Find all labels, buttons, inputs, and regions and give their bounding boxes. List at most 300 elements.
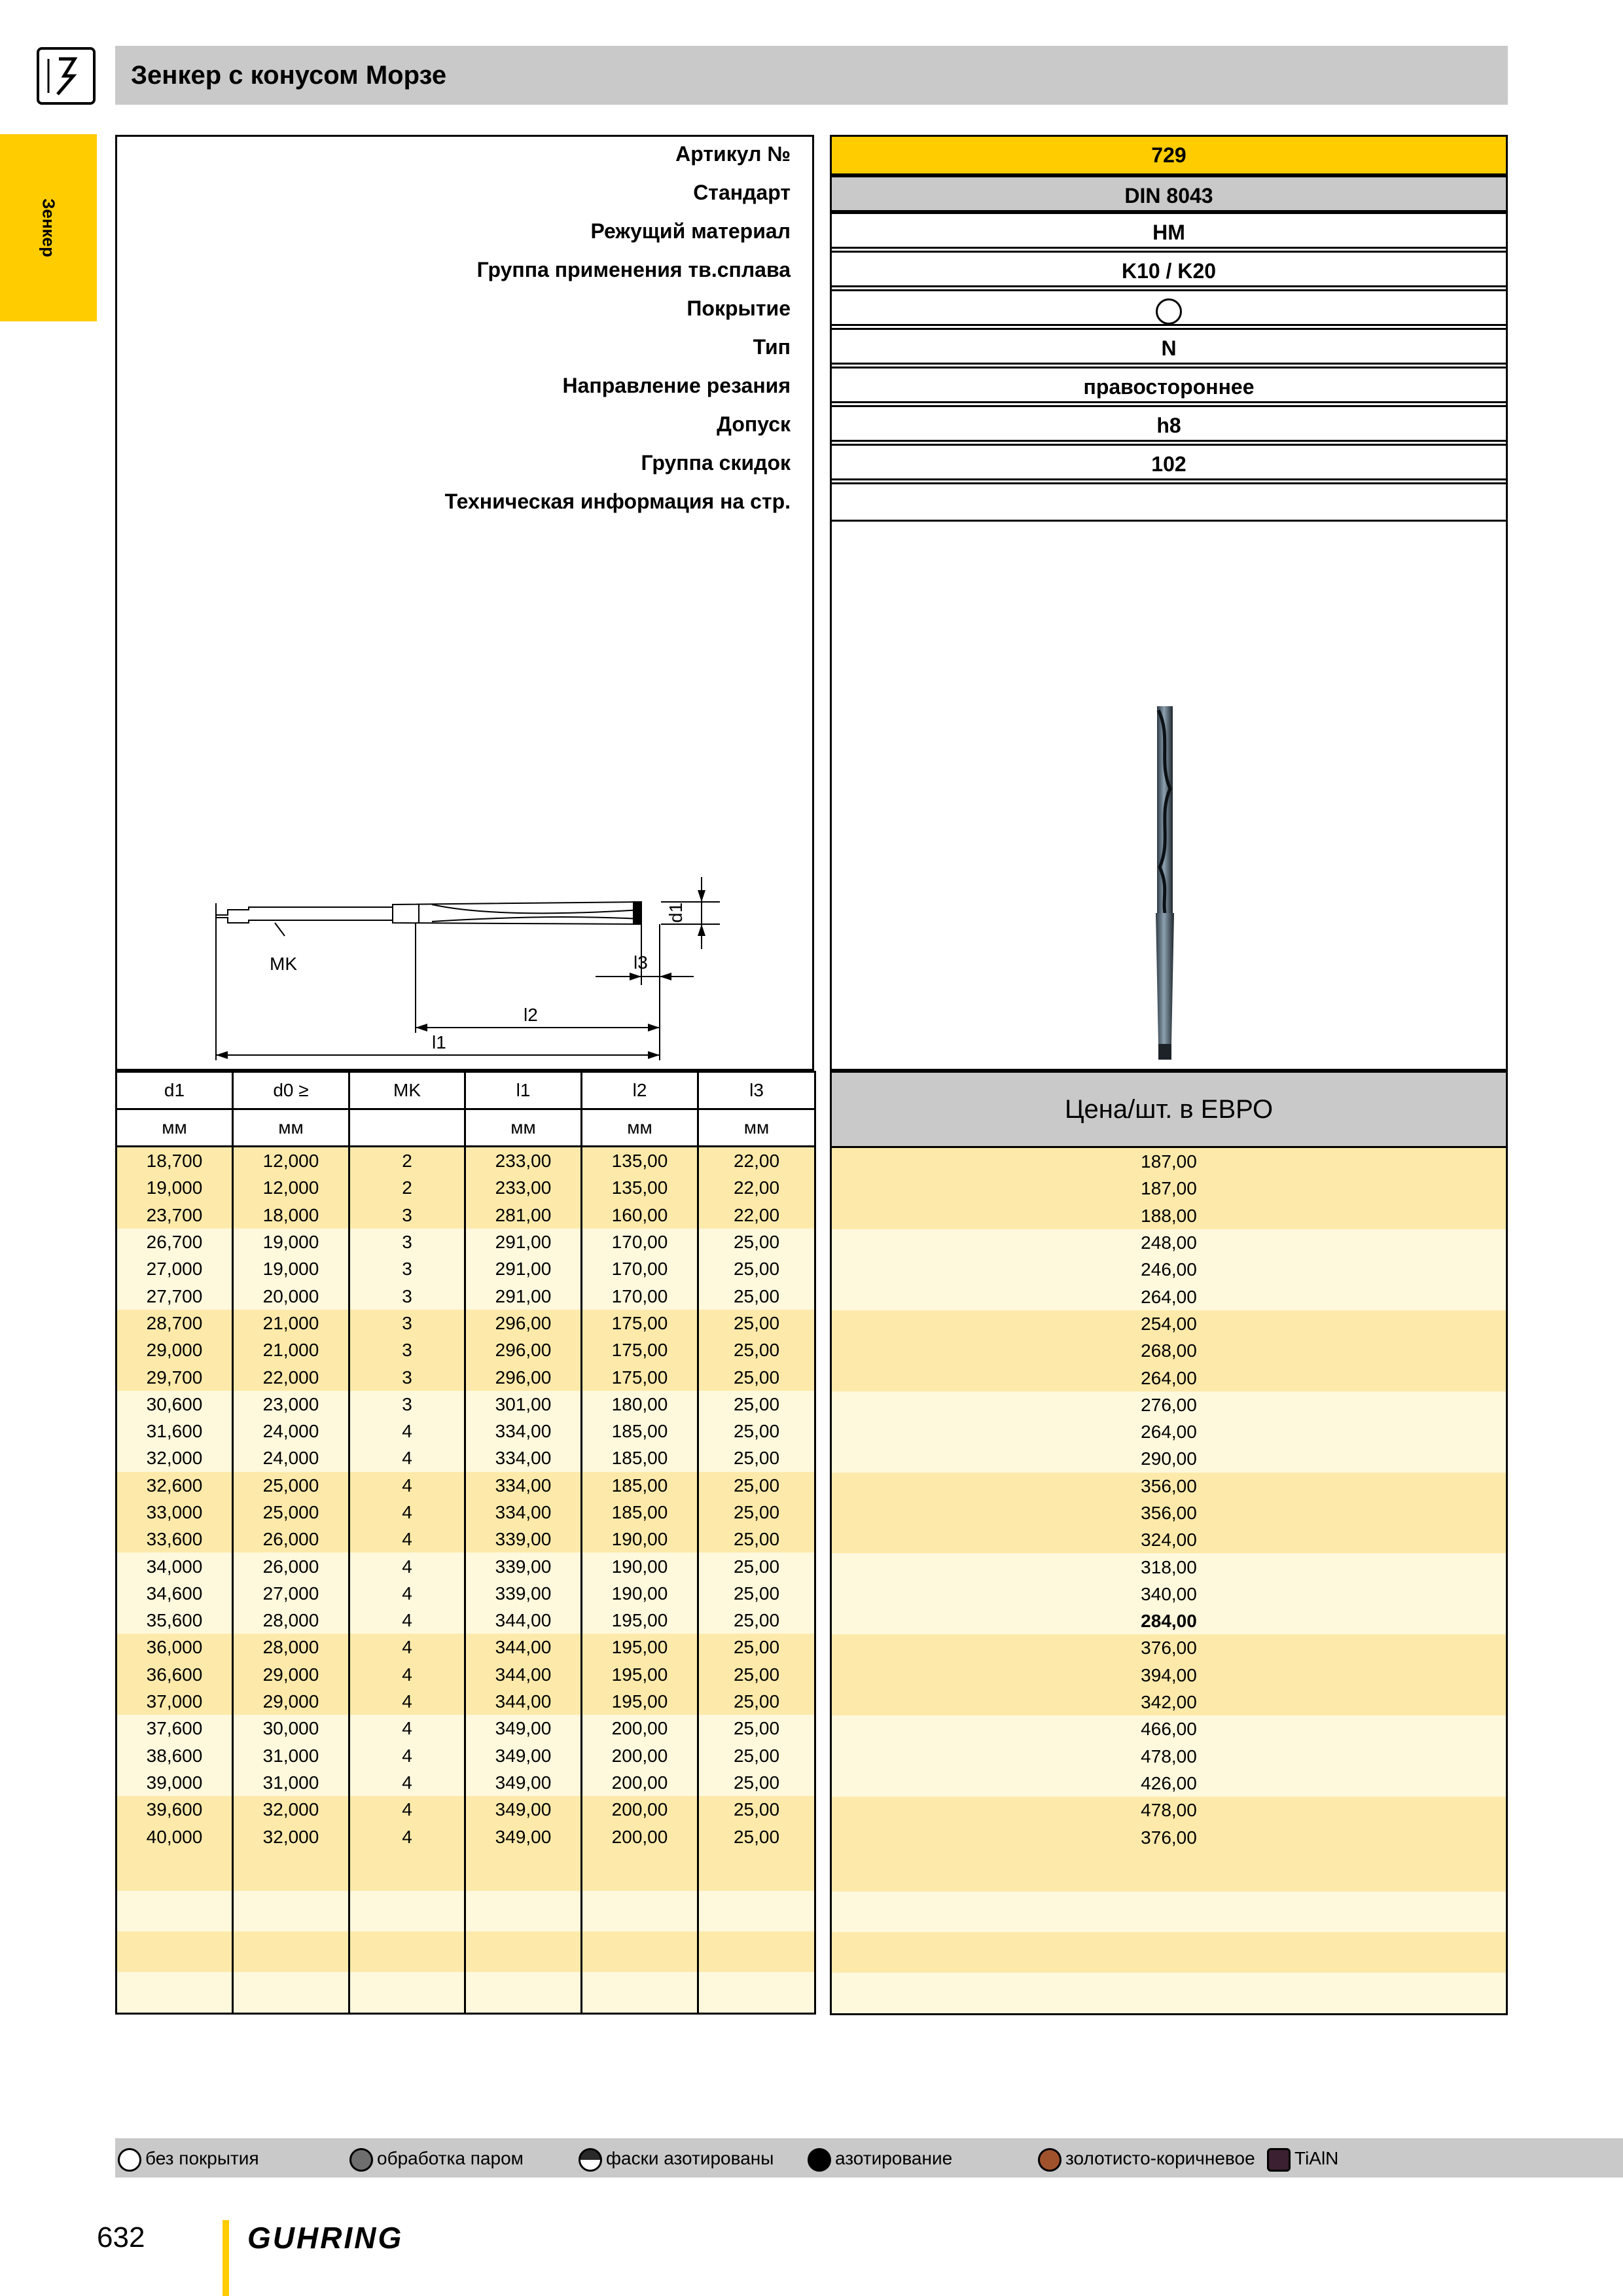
table-row	[116, 1202, 815, 1229]
price-cell: 340,00	[831, 1581, 1507, 1607]
spec-value-material: HM	[830, 212, 1508, 249]
unit-l3: мм	[698, 1109, 815, 1147]
spec-label-material: Режущий материал	[590, 219, 791, 243]
table-cell: 32,000	[233, 1796, 349, 1823]
drawing-label-l3: l3	[633, 952, 648, 973]
table-cell: 25,00	[698, 1526, 815, 1552]
legend-label: золотисто-коричневое	[1065, 2148, 1255, 2168]
table-cell: 291,00	[465, 1282, 582, 1309]
table-cell: 3	[349, 1310, 465, 1336]
table-row	[116, 1796, 815, 1823]
table-cell: 34,000	[116, 1552, 233, 1579]
table-cell: 190,00	[582, 1526, 698, 1552]
price-row	[831, 1364, 1507, 1391]
table-cell: 25,00	[698, 1715, 815, 1742]
table-cell: 27,700	[116, 1282, 233, 1309]
table-cell: 4	[349, 1580, 465, 1607]
table-cell: 344,00	[465, 1607, 582, 1634]
price-cell: 356,00	[831, 1473, 1507, 1499]
legend-label: азотирование	[835, 2148, 953, 2168]
price-cell: 284,00	[831, 1607, 1507, 1634]
footer-divider	[223, 2220, 229, 2296]
table-cell: 26,000	[233, 1552, 349, 1579]
table-cell: 2	[349, 1174, 465, 1201]
table-cell: 4	[349, 1769, 465, 1796]
price-row	[831, 1283, 1507, 1310]
table-cell: 339,00	[465, 1580, 582, 1607]
price-row	[831, 1662, 1507, 1689]
spec-label-discount-group: Группа скидок	[641, 451, 791, 475]
unit-d0: мм	[233, 1109, 349, 1147]
table-cell: 281,00	[465, 1202, 582, 1229]
column-header-l3: l3	[698, 1072, 815, 1109]
table-cell: 4	[349, 1823, 465, 1850]
table-cell: 25,00	[698, 1607, 815, 1634]
legend-item	[118, 2144, 259, 2174]
price-row	[831, 1175, 1507, 1202]
table-cell: 3	[349, 1336, 465, 1363]
table-row	[116, 1310, 815, 1336]
spec-value-tech-info	[830, 482, 1508, 522]
price-cell: 394,00	[831, 1662, 1507, 1689]
table-cell: 25,00	[698, 1823, 815, 1850]
table-row	[116, 1634, 815, 1660]
table-cell: 25,00	[698, 1742, 815, 1769]
empty-row	[116, 1850, 815, 1891]
table-cell: 195,00	[582, 1688, 698, 1715]
price-cell: 318,00	[831, 1553, 1507, 1580]
table-cell: 25,00	[698, 1499, 815, 1526]
table-cell: 18,700	[116, 1147, 233, 1175]
table-cell: 27,000	[116, 1255, 233, 1282]
table-cell: 296,00	[465, 1310, 582, 1336]
table-row	[116, 1255, 815, 1282]
table-cell: 19,000	[116, 1174, 233, 1201]
spec-value-article: 729	[830, 135, 1508, 175]
table-cell: 349,00	[465, 1742, 582, 1769]
table-cell: 3	[349, 1255, 465, 1282]
table-cell: 25,00	[698, 1580, 815, 1607]
table-cell: 32,600	[116, 1472, 233, 1499]
price-cell: 264,00	[831, 1364, 1507, 1391]
table-cell: 29,000	[233, 1661, 349, 1688]
legend-label: обработка паром	[377, 2148, 524, 2168]
price-cell: 342,00	[831, 1689, 1507, 1715]
price-row	[831, 1256, 1507, 1283]
spec-value-application-group: K10 / K20	[830, 251, 1508, 287]
table-cell: 4	[349, 1472, 465, 1499]
table-row	[116, 1418, 815, 1444]
side-tab-label: Зенкер	[39, 198, 59, 257]
table-cell: 3	[349, 1391, 465, 1418]
table-row	[116, 1174, 815, 1201]
table-cell: 21,000	[233, 1336, 349, 1363]
legend-label: TiAlN	[1294, 2148, 1339, 2168]
price-cell: 246,00	[831, 1256, 1507, 1283]
table-cell: 4	[349, 1742, 465, 1769]
table-cell: 4	[349, 1526, 465, 1552]
legend-item	[808, 2144, 952, 2174]
table-row	[116, 1363, 815, 1390]
price-row	[831, 1310, 1507, 1337]
table-cell: 36,000	[116, 1634, 233, 1660]
empty-row	[831, 1932, 1507, 1973]
table-cell: 180,00	[582, 1391, 698, 1418]
table-cell: 25,00	[698, 1688, 815, 1715]
price-row	[831, 1770, 1507, 1797]
price-cell: 276,00	[831, 1391, 1507, 1418]
table-cell: 24,000	[233, 1418, 349, 1444]
price-cell: 187,00	[831, 1148, 1507, 1175]
table-cell: 344,00	[465, 1688, 582, 1715]
table-cell: 38,600	[116, 1742, 233, 1769]
table-cell: 33,600	[116, 1526, 233, 1552]
table-cell: 190,00	[582, 1552, 698, 1579]
table-cell: 32,000	[116, 1444, 233, 1471]
table-cell: 195,00	[582, 1634, 698, 1660]
empty-row	[116, 1931, 815, 1972]
table-cell: 28,000	[233, 1607, 349, 1634]
empty-row	[831, 1851, 1507, 1892]
table-cell: 200,00	[582, 1742, 698, 1769]
price-cell: 478,00	[831, 1743, 1507, 1770]
price-row	[831, 1634, 1507, 1661]
spec-label-cutting-direction: Направление резания	[562, 374, 791, 397]
table-cell: 291,00	[465, 1229, 582, 1255]
table-cell: 31,000	[233, 1769, 349, 1796]
table-cell: 25,00	[698, 1282, 815, 1309]
price-cell: 188,00	[831, 1202, 1507, 1229]
spec-label-coating: Покрытие	[687, 296, 791, 320]
price-cell: 376,00	[831, 1634, 1507, 1661]
legend-label: фаски азотированы	[606, 2148, 774, 2168]
table-cell: 4	[349, 1607, 465, 1634]
table-row	[116, 1229, 815, 1255]
price-row	[831, 1202, 1507, 1229]
table-cell: 170,00	[582, 1255, 698, 1282]
legend-item	[1267, 2144, 1338, 2174]
table-cell: 28,000	[233, 1634, 349, 1660]
tialn-icon	[1267, 2148, 1291, 2172]
table-cell: 160,00	[582, 1202, 698, 1229]
table-cell: 25,000	[233, 1499, 349, 1526]
spec-value-cutting-direction: правостороннее	[830, 367, 1508, 403]
price-row	[831, 1526, 1507, 1553]
steam-treated-icon	[349, 2148, 373, 2172]
empty-row	[831, 1973, 1507, 2015]
table-cell: 25,00	[698, 1229, 815, 1255]
table-cell: 185,00	[582, 1418, 698, 1444]
table-row	[116, 1336, 815, 1363]
unit-mk	[349, 1109, 465, 1147]
table-cell: 185,00	[582, 1444, 698, 1471]
table-cell: 190,00	[582, 1580, 698, 1607]
table-row	[116, 1688, 815, 1715]
legend-item	[349, 2144, 524, 2174]
price-row	[831, 1391, 1507, 1418]
table-cell: 21,000	[233, 1310, 349, 1336]
price-row	[831, 1229, 1507, 1256]
table-cell: 344,00	[465, 1634, 582, 1660]
product-image	[1126, 697, 1204, 1064]
uncoated-icon	[118, 2148, 141, 2172]
table-cell: 4	[349, 1688, 465, 1715]
technical-drawing	[196, 864, 733, 1060]
table-cell: 344,00	[465, 1661, 582, 1688]
table-row	[116, 1552, 815, 1579]
column-header-l1: l1	[465, 1072, 582, 1109]
table-cell: 23,700	[116, 1202, 233, 1229]
table-cell: 135,00	[582, 1174, 698, 1201]
price-row	[831, 1689, 1507, 1715]
table-cell: 301,00	[465, 1391, 582, 1418]
table-cell: 37,000	[116, 1688, 233, 1715]
table-cell: 31,600	[116, 1418, 233, 1444]
table-cell: 30,000	[233, 1715, 349, 1742]
price-cell: 478,00	[831, 1797, 1507, 1823]
table-cell: 25,00	[698, 1796, 815, 1823]
table-cell: 334,00	[465, 1499, 582, 1526]
table-cell: 170,00	[582, 1282, 698, 1309]
table-cell: 22,00	[698, 1147, 815, 1175]
brand-logo: GUHRING	[247, 2221, 404, 2255]
price-cell: 324,00	[831, 1526, 1507, 1553]
table-cell: 334,00	[465, 1418, 582, 1444]
table-row	[116, 1444, 815, 1471]
table-cell: 296,00	[465, 1363, 582, 1390]
price-row	[831, 1607, 1507, 1634]
table-cell: 25,00	[698, 1336, 815, 1363]
price-row	[831, 1715, 1507, 1742]
price-row	[831, 1499, 1507, 1526]
table-cell: 3	[349, 1363, 465, 1390]
table-row	[116, 1526, 815, 1552]
price-cell: 290,00	[831, 1445, 1507, 1472]
table-cell: 4	[349, 1418, 465, 1444]
price-header: Цена/шт. в ЕВРО	[830, 1071, 1508, 1148]
table-row	[116, 1769, 815, 1796]
table-cell: 185,00	[582, 1472, 698, 1499]
table-cell: 3	[349, 1282, 465, 1309]
catalog-logo-icon	[37, 47, 96, 105]
table-cell: 29,700	[116, 1363, 233, 1390]
table-cell: 349,00	[465, 1769, 582, 1796]
price-row	[831, 1337, 1507, 1364]
table-cell: 200,00	[582, 1823, 698, 1850]
unit-d1: мм	[116, 1109, 233, 1147]
spec-label-tech-info: Техническая информация на стр.	[444, 490, 791, 513]
table-cell: 27,000	[233, 1580, 349, 1607]
price-cell: 268,00	[831, 1337, 1507, 1364]
uncoated-icon	[1156, 298, 1182, 325]
table-cell: 12,000	[233, 1174, 349, 1201]
table-cell: 185,00	[582, 1499, 698, 1526]
table-cell: 4	[349, 1715, 465, 1742]
page-title: Зенкер с конусом Морзе	[131, 61, 447, 90]
drawing-label-l2: l2	[524, 1005, 538, 1025]
price-cell: 466,00	[831, 1715, 1507, 1742]
table-cell: 28,700	[116, 1310, 233, 1336]
table-cell: 4	[349, 1552, 465, 1579]
table-cell: 349,00	[465, 1715, 582, 1742]
table-cell: 25,00	[698, 1310, 815, 1336]
table-cell: 170,00	[582, 1229, 698, 1255]
table-row	[116, 1607, 815, 1634]
table-cell: 33,000	[116, 1499, 233, 1526]
table-cell: 25,00	[698, 1444, 815, 1471]
table-cell: 29,000	[233, 1688, 349, 1715]
table-cell: 25,00	[698, 1391, 815, 1418]
empty-row	[116, 1891, 815, 1931]
empty-row	[831, 1892, 1507, 1932]
price-row	[831, 1581, 1507, 1607]
spec-value-tolerance: h8	[830, 405, 1508, 442]
spec-value-coating	[830, 289, 1508, 326]
table-cell: 200,00	[582, 1796, 698, 1823]
legend-label: без покрытия	[145, 2148, 259, 2168]
table-cell: 22,000	[233, 1363, 349, 1390]
price-cell: 254,00	[831, 1310, 1507, 1337]
table-cell: 40,000	[116, 1823, 233, 1850]
table-row	[116, 1661, 815, 1688]
table-row	[116, 1472, 815, 1499]
price-row	[831, 1148, 1507, 1175]
legend-item	[1038, 2144, 1255, 2174]
table-cell: 35,600	[116, 1607, 233, 1634]
table-cell: 4	[349, 1499, 465, 1526]
table-row	[116, 1147, 815, 1175]
column-header-d0: d0 ≥	[233, 1072, 349, 1109]
price-table	[830, 1148, 1508, 2015]
table-cell: 25,00	[698, 1418, 815, 1444]
table-row	[116, 1391, 815, 1418]
table-cell: 175,00	[582, 1310, 698, 1336]
table-cell: 339,00	[465, 1526, 582, 1552]
spec-label-application-group: Группа применения тв.сплава	[476, 258, 791, 281]
table-row	[116, 1742, 815, 1769]
table-cell: 39,600	[116, 1796, 233, 1823]
table-cell: 195,00	[582, 1607, 698, 1634]
table-cell: 175,00	[582, 1363, 698, 1390]
table-cell: 20,000	[233, 1282, 349, 1309]
price-cell: 264,00	[831, 1283, 1507, 1310]
table-cell: 34,600	[116, 1580, 233, 1607]
table-cell: 26,000	[233, 1526, 349, 1552]
spec-label-tolerance: Допуск	[717, 412, 791, 436]
table-cell: 25,00	[698, 1255, 815, 1282]
spec-label-article: Артикул №	[675, 142, 791, 166]
spec-value-discount-group: 102	[830, 444, 1508, 480]
table-cell: 25,00	[698, 1634, 815, 1660]
nitrided-chamfers-icon	[579, 2148, 602, 2172]
drawing-label-d1: d1	[666, 902, 686, 923]
column-header-l2: l2	[582, 1072, 698, 1109]
table-cell: 349,00	[465, 1796, 582, 1823]
spec-label-standard: Стандарт	[693, 181, 791, 204]
table-cell: 200,00	[582, 1769, 698, 1796]
unit-l1: мм	[465, 1109, 582, 1147]
spec-label-type: Тип	[753, 335, 791, 359]
table-row	[116, 1580, 815, 1607]
table-cell: 22,00	[698, 1174, 815, 1201]
table-cell: 296,00	[465, 1336, 582, 1363]
table-cell: 349,00	[465, 1823, 582, 1850]
price-row	[831, 1473, 1507, 1499]
price-cell: 248,00	[831, 1229, 1507, 1256]
table-cell: 135,00	[582, 1147, 698, 1175]
dimension-table	[115, 1071, 816, 2015]
table-cell: 26,700	[116, 1229, 233, 1255]
price-cell: 264,00	[831, 1418, 1507, 1445]
empty-row	[116, 1972, 815, 2014]
table-cell: 24,000	[233, 1444, 349, 1471]
table-cell: 3	[349, 1202, 465, 1229]
table-cell: 25,000	[233, 1472, 349, 1499]
table-row	[116, 1823, 815, 1850]
table-cell: 2	[349, 1147, 465, 1175]
table-cell: 200,00	[582, 1715, 698, 1742]
table-cell: 37,600	[116, 1715, 233, 1742]
price-cell: 376,00	[831, 1823, 1507, 1850]
gold-brown-icon	[1038, 2148, 1061, 2172]
table-cell: 4	[349, 1661, 465, 1688]
table-cell: 31,000	[233, 1742, 349, 1769]
table-cell: 291,00	[465, 1255, 582, 1282]
spec-value-type: N	[830, 328, 1508, 365]
drawing-label-l1: l1	[432, 1032, 446, 1052]
side-tab[interactable]	[0, 134, 97, 321]
price-row	[831, 1797, 1507, 1823]
table-cell: 233,00	[465, 1174, 582, 1201]
table-cell: 25,00	[698, 1552, 815, 1579]
price-row	[831, 1743, 1507, 1770]
price-cell: 187,00	[831, 1175, 1507, 1202]
column-header-d1: d1	[116, 1072, 233, 1109]
nitrided-icon	[808, 2148, 831, 2172]
table-cell: 18,000	[233, 1202, 349, 1229]
table-cell: 339,00	[465, 1552, 582, 1579]
price-row	[831, 1418, 1507, 1445]
table-cell: 4	[349, 1444, 465, 1471]
table-cell: 12,000	[233, 1147, 349, 1175]
price-row	[831, 1445, 1507, 1472]
table-cell: 19,000	[233, 1255, 349, 1282]
page-number: 632	[97, 2221, 145, 2253]
table-cell: 19,000	[233, 1229, 349, 1255]
unit-l2: мм	[582, 1109, 698, 1147]
table-cell: 4	[349, 1634, 465, 1660]
table-cell: 3	[349, 1229, 465, 1255]
table-cell: 25,00	[698, 1769, 815, 1796]
table-cell: 22,00	[698, 1202, 815, 1229]
table-cell: 25,00	[698, 1661, 815, 1688]
table-cell: 23,000	[233, 1391, 349, 1418]
table-cell: 233,00	[465, 1147, 582, 1175]
table-row	[116, 1499, 815, 1526]
drawing-label-mk: MK	[270, 954, 297, 974]
table-cell: 30,600	[116, 1391, 233, 1418]
table-row	[116, 1282, 815, 1309]
table-cell: 29,000	[116, 1336, 233, 1363]
legend-item	[579, 2144, 774, 2174]
table-cell: 36,600	[116, 1661, 233, 1688]
table-cell: 32,000	[233, 1823, 349, 1850]
table-cell: 25,00	[698, 1472, 815, 1499]
table-cell: 25,00	[698, 1363, 815, 1390]
price-row	[831, 1553, 1507, 1580]
table-cell: 334,00	[465, 1472, 582, 1499]
spec-value-standard: DIN 8043	[830, 175, 1508, 212]
